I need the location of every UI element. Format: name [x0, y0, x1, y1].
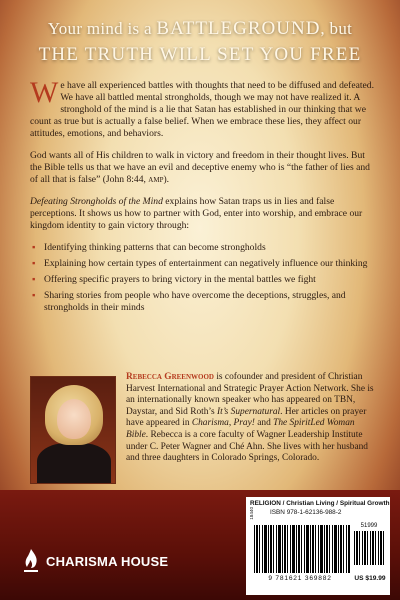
- list-item: ▪ Explaining how certain types of entertainment can negatively influence our thinking: [32, 258, 368, 269]
- description-paragraph-2: God wants all of His children to walk in victory and freedom in their thought lives. But the Bible tells us that we have an evil and deceptive enemy who is “the father of lies and of all that is false” (John 8:44, amp).: [30, 150, 370, 185]
- author-bio-text: Rebecca Greenwood is cofounder and president of Christian Harvest International and Strategic Prayer Action Network. She is an internationally known speaker who has appeared on TBN, Daystar, and Sid Roth’s It’s Supernatural. Her articles on prayer have appeared in Charisma, Pray! and The SpiritLed Woman Bible. Rebecca is a core faculty of Wagner Leadership Institute under C. Peter Wagner and Ché Ahn. She lives with her husband and three daughters in Colorado Springs, Colorado.: [126, 372, 374, 464]
- barcode-panel: [246, 497, 390, 595]
- photo-shoulders: [37, 443, 111, 484]
- description-paragraph-3: Defeating Strongholds of the Mind explains how Satan traps us in lies and false perceptions. It shows us how to partner with God, enter into worship, and embrace our kingdom identity to gain victory through:: [30, 196, 363, 231]
- photo-face: [57, 399, 91, 439]
- tagline-emphasis: BATTLEGROUND: [156, 18, 321, 39]
- bible-version: amp: [148, 174, 164, 185]
- bullet-icon: ▪: [32, 290, 36, 301]
- author-photo: [30, 376, 116, 484]
- book-title: Defeating Strongholds of the Mind: [30, 196, 163, 207]
- publisher-name: CHARISMA HOUSE: [46, 553, 169, 569]
- list-item: ▪ Offering specific prayers to bring victory in the mental battles we fight: [32, 274, 316, 285]
- bullet-icon: ▪: [32, 274, 36, 285]
- barcode-addon-icon: [354, 531, 384, 565]
- tagline-line-2: THE TRUTH WILL SET YOU FREE: [38, 44, 362, 65]
- barcode-side-code: 18440: [249, 507, 254, 520]
- author-name: Rebecca Greenwood: [126, 372, 214, 382]
- list-item: ▪ Sharing stories from people who have overcome the deceptions, struggles, and strongholds in their minds: [32, 290, 346, 313]
- publisher-logo: [22, 548, 168, 574]
- list-item: ▪ Identifying thinking patterns that can become strongholds: [32, 242, 266, 253]
- price-label: US $19.99: [354, 575, 386, 582]
- tagline: [0, 18, 400, 66]
- description: [30, 76, 376, 318]
- author-bio: [30, 372, 376, 492]
- barcode-digits: 9 781621 369882: [268, 575, 332, 582]
- tagline-line-1: Your mind is a BATTLEGROUND, but: [47, 18, 353, 39]
- drop-cap: W: [30, 76, 59, 109]
- flame-icon: [22, 548, 40, 574]
- bullet-icon: ▪: [32, 242, 36, 253]
- bullet-list: [30, 242, 376, 314]
- barcode-icon: [254, 525, 350, 573]
- bisac-category: RELIGION / Christian Living / Spiritual Growth: [250, 500, 390, 507]
- price-addon-code: 51999: [360, 523, 378, 529]
- description-paragraph-1: We have all experienced battles with thoughts that need to be diffused and defeated. We have all battled mental strongholds, though we may not have realized it. A stronghold of the mind is a lie that Satan has established in our thinking that we count as true but is actually a false belief. When we embrace these lies, they affect our attitudes, emotions, and behaviors.: [30, 76, 374, 139]
- isbn-label: ISBN 978-1-62136-988-2: [270, 509, 342, 516]
- bullet-icon: ▪: [32, 258, 36, 269]
